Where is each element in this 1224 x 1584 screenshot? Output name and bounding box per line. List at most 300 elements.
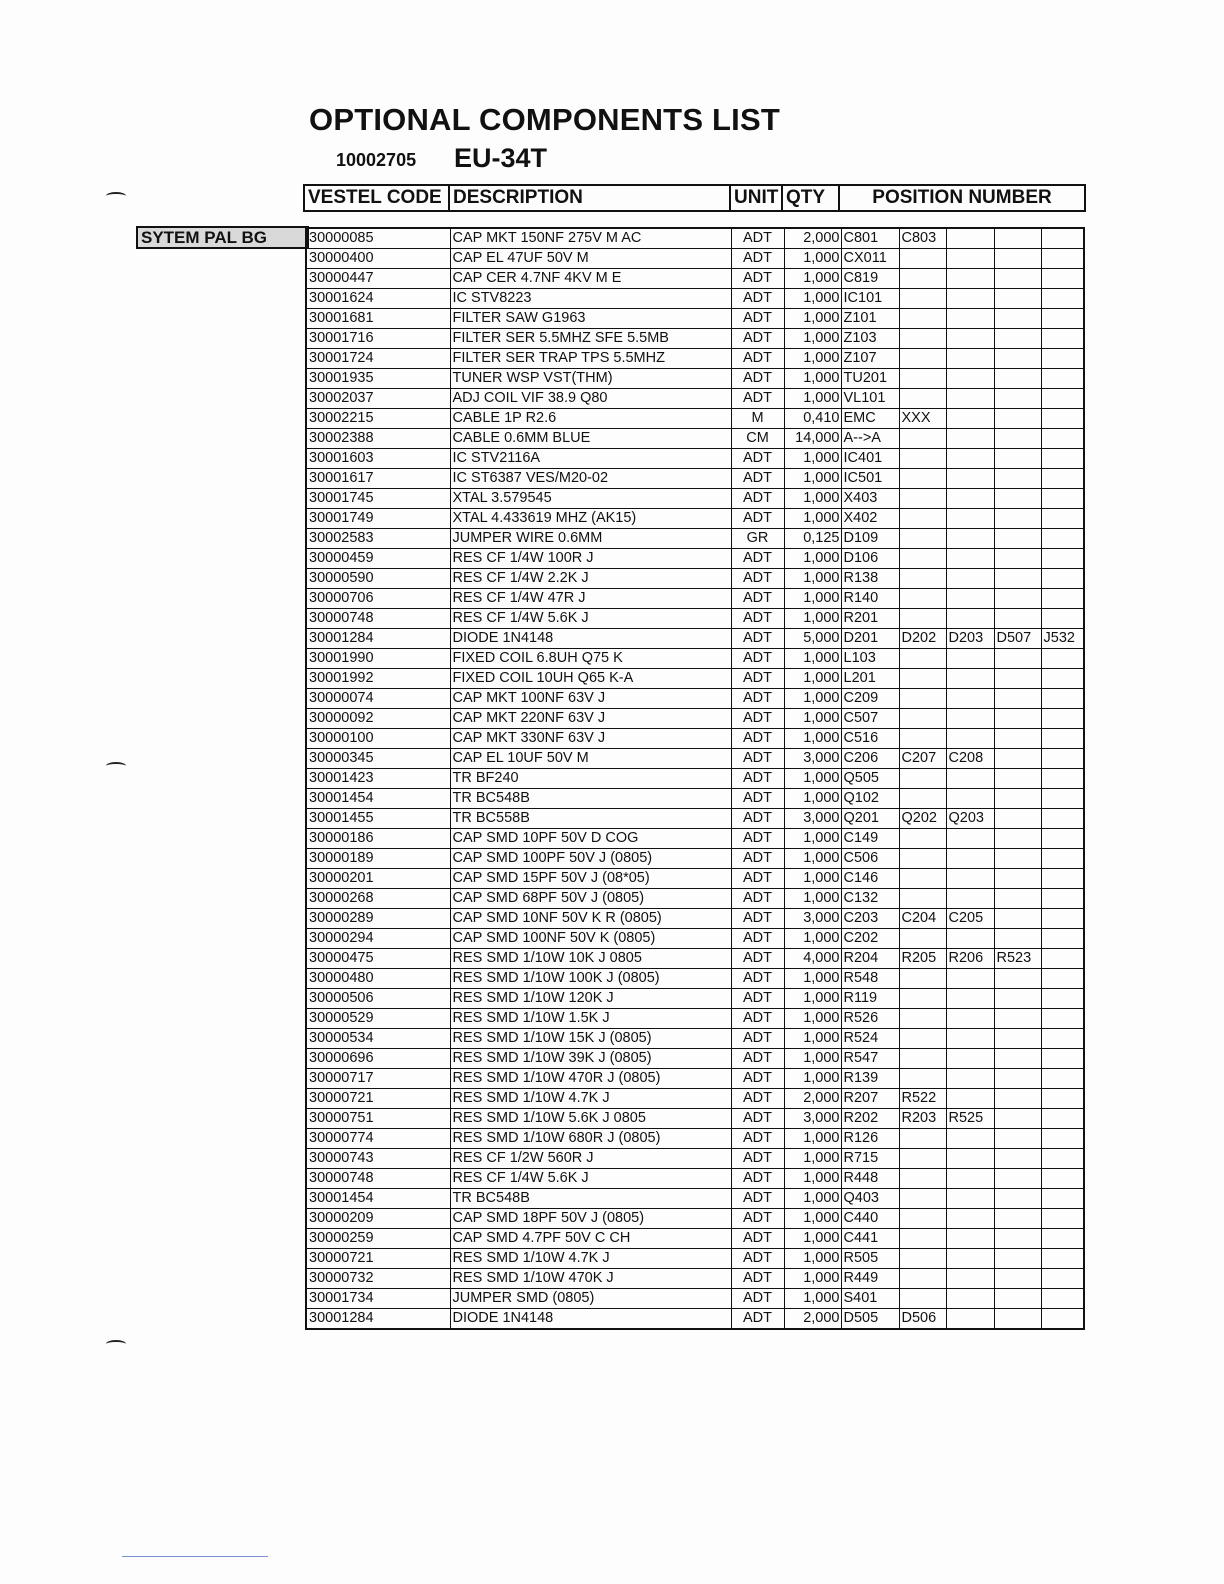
cell-position: [994, 309, 1041, 329]
column-header-qty: QTY: [782, 185, 839, 211]
cell-position: [994, 609, 1041, 629]
cell-position: [946, 329, 994, 349]
cell-position: [994, 989, 1041, 1009]
page-title: OPTIONAL COMPONENTS LIST: [309, 102, 780, 137]
cell-position: R207: [841, 1089, 899, 1109]
table-row: [306, 1209, 1084, 1229]
section-label: SYTEM PAL BG: [136, 226, 309, 249]
cell-description: RES SMD 1/10W 680R J (0805): [450, 1129, 731, 1149]
table-row: [306, 589, 1084, 609]
cell-description: RES CF 1/4W 5.6K J: [450, 609, 731, 629]
cell-position: [1041, 1109, 1084, 1129]
cell-code: 30002037: [306, 389, 450, 409]
cell-description: CAP SMD 10NF 50V K R (0805): [450, 909, 731, 929]
cell-position: [1041, 1189, 1084, 1209]
cell-description: RES SMD 1/10W 39K J (0805): [450, 1049, 731, 1069]
cell-description: CAP SMD 4.7PF 50V C CH: [450, 1229, 731, 1249]
cell-position: [994, 749, 1041, 769]
table-row: [306, 228, 1084, 249]
cell-position: [1041, 228, 1084, 249]
table-row: [306, 349, 1084, 369]
cell-position: XXX: [899, 409, 946, 429]
cell-position: [1041, 1169, 1084, 1189]
cell-unit: ADT: [731, 449, 784, 469]
cell-position: [1041, 469, 1084, 489]
cell-code: 30000751: [306, 1109, 450, 1129]
cell-code: 30000189: [306, 849, 450, 869]
cell-position: J532: [1041, 629, 1084, 649]
cell-position: [899, 1009, 946, 1029]
cell-position: [899, 1229, 946, 1249]
cell-position: D109: [841, 529, 899, 549]
cell-description: CABLE 1P R2.6: [450, 409, 731, 429]
cell-code: 30000480: [306, 969, 450, 989]
cell-qty: 1,000: [784, 869, 841, 889]
cell-position: [946, 409, 994, 429]
cell-qty: 14,000: [784, 429, 841, 449]
cell-position: [994, 249, 1041, 269]
cell-unit: ADT: [731, 609, 784, 629]
cell-code: 30001284: [306, 629, 450, 649]
cell-position: Z103: [841, 329, 899, 349]
table-row: [306, 669, 1084, 689]
cell-position: [1041, 1249, 1084, 1269]
cell-position: [899, 329, 946, 349]
cell-position: [1041, 509, 1084, 529]
cell-unit: ADT: [731, 589, 784, 609]
cell-position: [946, 549, 994, 569]
cell-position: [1041, 1229, 1084, 1249]
cell-position: [1041, 1009, 1084, 1029]
cell-code: 30000085: [306, 228, 450, 249]
cell-position: R505: [841, 1249, 899, 1269]
cell-position: D201: [841, 629, 899, 649]
cell-unit: GR: [731, 529, 784, 549]
cell-position: [899, 769, 946, 789]
cell-description: ADJ COIL VIF 38.9 Q80: [450, 389, 731, 409]
cell-position: [994, 929, 1041, 949]
table-row: [306, 549, 1084, 569]
cell-position: Q203: [946, 809, 994, 829]
cell-unit: ADT: [731, 909, 784, 929]
cell-position: [1041, 1029, 1084, 1049]
cell-unit: ADT: [731, 689, 784, 709]
cell-position: [994, 889, 1041, 909]
cell-position: [994, 1289, 1041, 1309]
cell-qty: 1,000: [784, 549, 841, 569]
cell-position: D203: [946, 629, 994, 649]
cell-description: FIXED COIL 6.8UH Q75 K: [450, 649, 731, 669]
cell-position: X402: [841, 509, 899, 529]
table-row: [306, 449, 1084, 469]
cell-code: 30000506: [306, 989, 450, 1009]
cell-unit: ADT: [731, 1169, 784, 1189]
cell-position: [946, 1229, 994, 1249]
cell-position: [1041, 409, 1084, 429]
cell-qty: 1,000: [784, 1229, 841, 1249]
cell-position: D507: [994, 629, 1041, 649]
cell-unit: ADT: [731, 249, 784, 269]
cell-code: 30000289: [306, 909, 450, 929]
cell-position: [899, 1169, 946, 1189]
cell-code: 30001734: [306, 1289, 450, 1309]
cell-position: [899, 569, 946, 589]
cell-position: Q505: [841, 769, 899, 789]
cell-position: [1041, 1149, 1084, 1169]
cell-unit: ADT: [731, 1069, 784, 1089]
cell-code: 30001749: [306, 509, 450, 529]
cell-position: [946, 1089, 994, 1109]
cell-unit: ADT: [731, 889, 784, 909]
cell-position: Q403: [841, 1189, 899, 1209]
cell-position: [994, 549, 1041, 569]
cell-unit: ADT: [731, 509, 784, 529]
table-row: [306, 869, 1084, 889]
cell-position: [1041, 269, 1084, 289]
cell-code: 30000732: [306, 1269, 450, 1289]
cell-description: IC ST6387 VES/M20-02: [450, 469, 731, 489]
cell-position: [899, 889, 946, 909]
cell-position: [1041, 1309, 1084, 1330]
cell-unit: ADT: [731, 1229, 784, 1249]
cell-position: [946, 349, 994, 369]
table-row: [306, 889, 1084, 909]
cell-position: [994, 1269, 1041, 1289]
cell-code: 30000534: [306, 1029, 450, 1049]
cell-qty: 1,000: [784, 589, 841, 609]
table-row: [306, 509, 1084, 529]
table-row: [306, 469, 1084, 489]
cell-code: 30000074: [306, 689, 450, 709]
cell-position: [899, 1129, 946, 1149]
column-header-table: [303, 184, 1086, 212]
table-row: [306, 1029, 1084, 1049]
cell-position: [994, 829, 1041, 849]
cell-unit: ADT: [731, 309, 784, 329]
cell-position: [946, 789, 994, 809]
table-row: [306, 1249, 1084, 1269]
cell-position: R524: [841, 1029, 899, 1049]
cell-position: [946, 449, 994, 469]
cell-position: [994, 369, 1041, 389]
table-row: [306, 729, 1084, 749]
cell-unit: ADT: [731, 709, 784, 729]
cell-position: [946, 1009, 994, 1029]
cell-position: [899, 309, 946, 329]
document-number: 10002705: [336, 150, 417, 170]
cell-position: C202: [841, 929, 899, 949]
cell-position: [1041, 609, 1084, 629]
cell-unit: ADT: [731, 789, 784, 809]
cell-position: R523: [994, 949, 1041, 969]
table-row: [306, 1309, 1084, 1330]
cell-position: C149: [841, 829, 899, 849]
cell-position: [994, 1169, 1041, 1189]
cell-position: [1041, 449, 1084, 469]
cell-code: 30000748: [306, 609, 450, 629]
cell-position: [1041, 1209, 1084, 1229]
cell-position: [899, 869, 946, 889]
cell-qty: 0,125: [784, 529, 841, 549]
cell-position: [946, 829, 994, 849]
table-row: [306, 1009, 1084, 1029]
cell-code: 30001454: [306, 789, 450, 809]
cell-position: C132: [841, 889, 899, 909]
cell-qty: 1,000: [784, 469, 841, 489]
cell-position: [946, 228, 994, 249]
cell-position: [994, 349, 1041, 369]
cell-description: RES SMD 1/10W 1.5K J: [450, 1009, 731, 1029]
cell-position: IC501: [841, 469, 899, 489]
cell-unit: ADT: [731, 989, 784, 1009]
cell-position: Q201: [841, 809, 899, 829]
cell-unit: ADT: [731, 469, 784, 489]
cell-position: [899, 829, 946, 849]
cell-position: [899, 349, 946, 369]
cell-code: 30001681: [306, 309, 450, 329]
cell-qty: 1,000: [784, 829, 841, 849]
cell-position: [946, 689, 994, 709]
cell-unit: ADT: [731, 228, 784, 249]
cell-qty: 1,000: [784, 709, 841, 729]
cell-position: [994, 909, 1041, 929]
cell-position: IC101: [841, 289, 899, 309]
cell-code: 30001455: [306, 809, 450, 829]
table-row: [306, 1109, 1084, 1129]
cell-position: [899, 1029, 946, 1049]
cell-qty: 1,000: [784, 1249, 841, 1269]
cell-description: FILTER SER 5.5MHZ SFE 5.5MB: [450, 329, 731, 349]
cell-position: [994, 789, 1041, 809]
table-row: [306, 1269, 1084, 1289]
table-row: [306, 1089, 1084, 1109]
cell-description: RES SMD 1/10W 4.7K J: [450, 1089, 731, 1109]
cell-position: [994, 409, 1041, 429]
cell-position: [946, 1169, 994, 1189]
cell-description: TR BC558B: [450, 809, 731, 829]
cell-qty: 1,000: [784, 489, 841, 509]
cell-position: [1041, 689, 1084, 709]
cell-position: R201: [841, 609, 899, 629]
cell-position: R547: [841, 1049, 899, 1069]
cell-position: C801: [841, 228, 899, 249]
column-header-row: [304, 185, 1085, 211]
cell-position: [994, 569, 1041, 589]
cell-position: [946, 609, 994, 629]
cell-code: 30001603: [306, 449, 450, 469]
cell-unit: ADT: [731, 269, 784, 289]
cell-position: [899, 1249, 946, 1269]
cell-position: [1041, 309, 1084, 329]
cell-description: XTAL 3.579545: [450, 489, 731, 509]
cell-position: R526: [841, 1009, 899, 1029]
cell-position: C209: [841, 689, 899, 709]
cell-unit: ADT: [731, 1009, 784, 1029]
cell-description: CABLE 0.6MM BLUE: [450, 429, 731, 449]
cell-position: [946, 569, 994, 589]
cell-position: [994, 1189, 1041, 1209]
cell-position: [946, 1129, 994, 1149]
cell-code: 30001454: [306, 1189, 450, 1209]
cell-position: [946, 389, 994, 409]
cell-description: JUMPER WIRE 0.6MM: [450, 529, 731, 549]
cell-description: FILTER SER TRAP TPS 5.5MHZ: [450, 349, 731, 369]
cell-qty: 3,000: [784, 749, 841, 769]
table-row: [306, 969, 1084, 989]
cell-position: [946, 1209, 994, 1229]
cell-qty: 1,000: [784, 1209, 841, 1229]
cell-position: D202: [899, 629, 946, 649]
cell-description: TR BC548B: [450, 789, 731, 809]
table-row: [306, 309, 1084, 329]
cell-qty: 1,000: [784, 1189, 841, 1209]
cell-position: C440: [841, 1209, 899, 1229]
cell-position: [946, 469, 994, 489]
cell-position: C506: [841, 849, 899, 869]
table-row: [306, 989, 1084, 1009]
cell-description: DIODE 1N4148: [450, 1309, 731, 1330]
cell-unit: ADT: [731, 1049, 784, 1069]
cell-qty: 1,000: [784, 249, 841, 269]
cell-description: RES CF 1/4W 100R J: [450, 549, 731, 569]
cell-description: CAP EL 10UF 50V M: [450, 749, 731, 769]
cell-position: [899, 509, 946, 529]
cell-position: [899, 469, 946, 489]
cell-code: 30001745: [306, 489, 450, 509]
cell-unit: ADT: [731, 729, 784, 749]
cell-description: TR BF240: [450, 769, 731, 789]
cell-qty: 1,000: [784, 569, 841, 589]
cell-position: [1041, 849, 1084, 869]
cell-position: [1041, 729, 1084, 749]
cell-qty: 1,000: [784, 1049, 841, 1069]
cell-position: [946, 289, 994, 309]
cell-position: [1041, 529, 1084, 549]
table-row: [306, 649, 1084, 669]
cell-position: R126: [841, 1129, 899, 1149]
cell-position: [899, 709, 946, 729]
cell-position: [994, 589, 1041, 609]
cell-description: RES CF 1/4W 5.6K J: [450, 1169, 731, 1189]
table-row: [306, 369, 1084, 389]
cell-position: EMC: [841, 409, 899, 429]
cell-position: [899, 989, 946, 1009]
cell-position: [899, 589, 946, 609]
cell-code: 30000092: [306, 709, 450, 729]
cell-position: [994, 1309, 1041, 1330]
cell-position: [1041, 809, 1084, 829]
cell-position: [994, 529, 1041, 549]
cell-qty: 1,000: [784, 769, 841, 789]
cell-qty: 1,000: [784, 969, 841, 989]
cell-unit: ADT: [731, 669, 784, 689]
cell-description: RES SMD 1/10W 470R J (0805): [450, 1069, 731, 1089]
cell-position: R204: [841, 949, 899, 969]
cell-qty: 1,000: [784, 989, 841, 1009]
cell-position: S401: [841, 1289, 899, 1309]
cell-position: [899, 609, 946, 629]
cell-position: [994, 389, 1041, 409]
cell-position: R119: [841, 989, 899, 1009]
cell-position: [899, 649, 946, 669]
cell-position: C208: [946, 749, 994, 769]
footer-rule: [122, 1556, 268, 1557]
cell-qty: 1,000: [784, 1129, 841, 1149]
cell-position: [994, 729, 1041, 749]
table-row: [306, 1149, 1084, 1169]
cell-position: [1041, 869, 1084, 889]
cell-position: [1041, 389, 1084, 409]
cell-unit: ADT: [731, 869, 784, 889]
cell-position: [1041, 289, 1084, 309]
cell-unit: ADT: [731, 829, 784, 849]
cell-code: 30000400: [306, 249, 450, 269]
cell-code: 30001992: [306, 669, 450, 689]
cell-qty: 3,000: [784, 909, 841, 929]
table-row: [306, 1069, 1084, 1089]
cell-qty: 1,000: [784, 1069, 841, 1089]
table-row: [306, 429, 1084, 449]
cell-position: [899, 289, 946, 309]
cell-position: [946, 489, 994, 509]
cell-position: [946, 969, 994, 989]
cell-position: [946, 649, 994, 669]
table-row: [306, 1169, 1084, 1189]
cell-description: CAP SMD 18PF 50V J (0805): [450, 1209, 731, 1229]
table-row: [306, 909, 1084, 929]
cell-description: RES CF 1/2W 560R J: [450, 1149, 731, 1169]
cell-position: C441: [841, 1229, 899, 1249]
cell-position: [946, 769, 994, 789]
cell-qty: 1,000: [784, 389, 841, 409]
cell-description: TR BC548B: [450, 1189, 731, 1209]
cell-position: [994, 849, 1041, 869]
cell-code: 30000706: [306, 589, 450, 609]
cell-position: [899, 669, 946, 689]
cell-code: 30000529: [306, 1009, 450, 1029]
cell-code: 30000294: [306, 929, 450, 949]
cell-qty: 0,410: [784, 409, 841, 429]
cell-position: [899, 1189, 946, 1209]
cell-description: CAP SMD 100NF 50V K (0805): [450, 929, 731, 949]
cell-position: [1041, 709, 1084, 729]
cell-position: [994, 1209, 1041, 1229]
cell-unit: ADT: [731, 1149, 784, 1169]
cell-position: [994, 709, 1041, 729]
cell-unit: ADT: [731, 1129, 784, 1149]
cell-unit: ADT: [731, 929, 784, 949]
cell-qty: 2,000: [784, 1309, 841, 1330]
cell-position: [946, 1069, 994, 1089]
cell-code: 30001284: [306, 1309, 450, 1330]
cell-position: [994, 1129, 1041, 1149]
cell-position: [946, 1249, 994, 1269]
cell-qty: 1,000: [784, 729, 841, 749]
table-row: [306, 829, 1084, 849]
cell-position: [946, 869, 994, 889]
table-row: [306, 789, 1084, 809]
cell-code: 30001724: [306, 349, 450, 369]
cell-position: [946, 589, 994, 609]
cell-code: 30001990: [306, 649, 450, 669]
cell-unit: ADT: [731, 949, 784, 969]
cell-unit: ADT: [731, 969, 784, 989]
cell-unit: ADT: [731, 1089, 784, 1109]
cell-position: R138: [841, 569, 899, 589]
cell-unit: ADT: [731, 649, 784, 669]
cell-position: [899, 249, 946, 269]
cell-position: [994, 1029, 1041, 1049]
